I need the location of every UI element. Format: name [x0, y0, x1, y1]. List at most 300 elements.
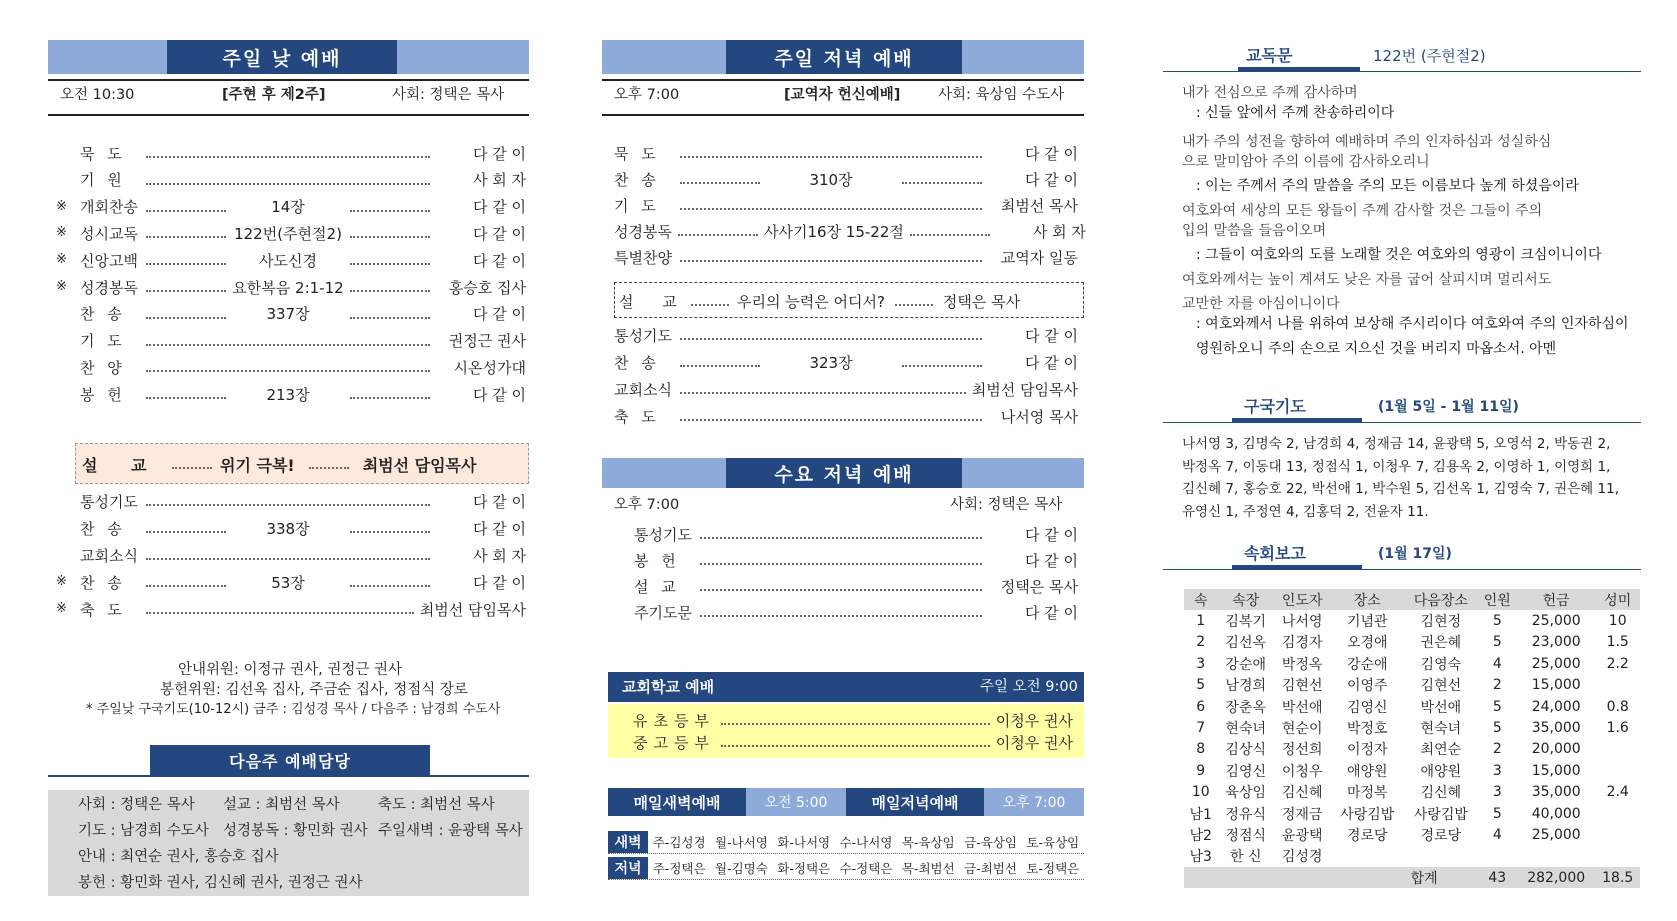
table-cell: 육상임 [1225, 785, 1266, 802]
table-cell: 10 [1608, 613, 1627, 630]
table-cell: 9 [1196, 762, 1206, 779]
table-cell: 이정자 [1346, 742, 1388, 759]
school-row-value: 이청우 권사 [995, 711, 1073, 730]
order-item-label: 설 교 [634, 577, 680, 596]
next-week-title: 다음주 예배담당 [150, 745, 430, 775]
table-cell: 남경희 [1225, 678, 1266, 695]
order-item-label: 교회소식 [614, 380, 672, 399]
divider [1163, 71, 1641, 72]
order-item-leader: 다 같 이 [472, 305, 526, 324]
divider [1163, 422, 1641, 423]
next-row: 성경봉독 : 황민화 권사 [223, 823, 368, 839]
total-rice: 18.5 [1602, 869, 1634, 886]
table-cell: 35,000 [1531, 784, 1581, 801]
table-cell: 강순애 [1225, 656, 1266, 673]
table-cell: 현숙녀 [1225, 721, 1266, 738]
table-cell [1595, 824, 1640, 845]
order-item-detail: 사도신경 [259, 251, 317, 270]
order-item [614, 406, 1078, 426]
table-cell: 15,000 [1531, 762, 1581, 779]
order-item [614, 325, 1078, 345]
table-cell: 김영신 [1225, 763, 1266, 780]
table-cell: 김영신 [1346, 699, 1388, 716]
order-item-leader: 다 같 이 [1024, 170, 1078, 189]
table-cell: 김복기 [1225, 614, 1266, 631]
table-cell: 5 [1492, 805, 1502, 822]
table-row [1184, 760, 1640, 781]
schedule-row-label: 저녁 [608, 857, 648, 879]
order-item-label: 성시교독 [80, 224, 138, 243]
order-item-leader: 권정근 권사 [448, 332, 526, 351]
divider [602, 114, 1084, 116]
table-header-cell: 다음장소 [1404, 589, 1478, 610]
table-cell: 경로당 [1420, 827, 1462, 844]
table-header-cell: 인도자 [1274, 589, 1330, 610]
order-item-label: 개회찬송 [80, 198, 138, 217]
table-cell: 5 [1492, 720, 1502, 737]
prayer-line: 유영신 1, 주정연 4, 김홍덕 2, 전윤자 11. [1182, 503, 1429, 520]
table-cell [1595, 760, 1640, 781]
order-item-leader: 사 회 자 [1032, 222, 1086, 241]
next-week-box [48, 790, 529, 896]
table-cell: 사랑김밥 [1413, 806, 1468, 823]
table-cell: 권은혜 [1420, 635, 1462, 652]
evening-title: 매일저녁예배 [846, 788, 984, 816]
table-cell: 김영숙 [1420, 656, 1462, 673]
schedule-day: 화-나서영 [777, 834, 831, 850]
table-cell: 정유식 [1225, 806, 1266, 823]
table-header-cell: 헌금 [1517, 589, 1595, 610]
table-cell: 박선애 [1281, 699, 1323, 716]
table-cell [1404, 846, 1478, 867]
col1-sermon-box [75, 443, 529, 484]
next-row: 기도 : 남경희 수도사 [78, 823, 209, 839]
table-row [1184, 739, 1640, 760]
required-stand-icon: ※ [56, 225, 67, 241]
table-header-cell: 속 [1184, 589, 1217, 610]
order-item-leader: 교역자 일동 [1000, 248, 1078, 267]
order-item-leader: 정택은 목사 [1000, 577, 1078, 596]
order-item [80, 491, 526, 511]
order-item-detail: 310장 [809, 170, 853, 189]
table-cell [1595, 675, 1640, 696]
order-item [614, 247, 1078, 267]
school-title: 교회학교 예배 [622, 678, 715, 696]
schedule-day: 월-김명숙 [715, 860, 768, 876]
required-stand-icon: ※ [56, 279, 67, 294]
next-row: 축도 : 최범선 목사 [378, 797, 495, 813]
order-item-label: 찬 송 [80, 573, 126, 592]
table-cell: 5 [1196, 677, 1206, 694]
order-item-leader: 최범선 목사 [1000, 196, 1078, 215]
table-cell: 최연순 [1420, 742, 1462, 759]
table-row [1184, 696, 1640, 717]
order-item-leader: 다 같 이 [472, 198, 526, 217]
order-item [80, 599, 526, 619]
order-item-detail: 53장 [271, 573, 305, 592]
table-cell: 2 [1492, 741, 1502, 758]
table-cell: 기념관 [1346, 614, 1388, 631]
school-box [608, 704, 1084, 758]
divider [48, 114, 529, 116]
evening-time: 오후 7:00 [984, 788, 1084, 816]
order-item-leader: 다 같 이 [1024, 525, 1078, 544]
table-cell: 한 신 [1229, 849, 1262, 866]
table-cell: 3 [1492, 784, 1502, 801]
table-header-cell: 속장 [1217, 589, 1273, 610]
order-item [80, 197, 526, 217]
order-item [80, 384, 526, 404]
order-item-label: 통성기도 [80, 492, 138, 511]
school-time: 주일 오전 9:00 [980, 679, 1078, 695]
table-cell: 김상식 [1225, 742, 1266, 759]
order-item [80, 518, 526, 538]
schedule-day: 수-정택은 [839, 860, 893, 876]
table-cell: 박정호 [1346, 721, 1388, 738]
table-cell: 20,000 [1531, 741, 1581, 758]
order-item-label: 주기도문 [634, 603, 692, 622]
table-cell: 현순이 [1281, 721, 1323, 738]
table-cell: 이영주 [1346, 678, 1388, 695]
order-item-leader: 다 같 이 [472, 224, 526, 243]
order-item-label: 축 도 [614, 407, 660, 426]
table-cell: 24,000 [1531, 698, 1581, 715]
table-cell: 애양원 [1346, 763, 1388, 780]
order-item-label: 성경봉독 [614, 222, 672, 241]
order-item [634, 550, 1078, 570]
order-item-label: 찬 양 [80, 358, 126, 377]
table-total-row [1184, 867, 1640, 888]
table-cell: 4 [1492, 655, 1502, 672]
order-item-label: 성경봉독 [80, 278, 138, 297]
reading-title: 교독문 [1246, 46, 1293, 65]
order-item-leader: 다 같 이 [1024, 144, 1078, 163]
table-cell: 15,000 [1531, 677, 1581, 694]
table-row [1184, 824, 1640, 845]
table-cell: 정선희 [1281, 742, 1323, 759]
prayer-line: 박정옥 7, 이동대 13, 정점식 1, 이청우 7, 김용옥 2, 이영하 1, 이영희 1, [1182, 458, 1611, 475]
table-header-cell: 장소 [1330, 589, 1404, 610]
next-row: 안내 : 최연순 권사, 홍승호 집사 [78, 849, 279, 865]
table-cell: 1 [1196, 613, 1206, 630]
sermon-preacher: 최범선 담임목사 [362, 455, 477, 475]
order-item [80, 357, 526, 377]
table-row [1184, 632, 1640, 653]
dawn-time: 오전 5:00 [746, 788, 846, 816]
table-cell [1595, 803, 1640, 824]
table-cell: 오경애 [1346, 635, 1388, 652]
table-cell: 이청우 [1281, 763, 1323, 780]
order-item [80, 304, 526, 324]
order-item [614, 169, 1078, 189]
wed-leader: 사회: 정택은 목사 [950, 497, 1063, 513]
required-stand-icon: ※ [56, 252, 67, 268]
col2-sermon-box [614, 282, 1084, 318]
table-cell: 김신혜 [1281, 785, 1323, 802]
reading-line: 내가 전심으로 주께 감사하며 [1182, 85, 1358, 101]
total-count: 43 [1488, 869, 1507, 886]
table-cell: 0.8 [1606, 698, 1629, 715]
table-cell: 35,000 [1531, 720, 1581, 737]
divider [48, 775, 529, 777]
reading-line: 영원하오니 주의 손으로 지으신 것을 버리지 마옵소서. 아멘 [1196, 341, 1557, 357]
table-cell: 정점식 [1225, 827, 1266, 844]
order-item-detail: 213장 [266, 385, 310, 404]
col1-leader: 사회: 정택은 목사 [392, 87, 505, 103]
table-cell: 애양원 [1420, 763, 1462, 780]
schedule-row-label: 새벽 [608, 831, 648, 853]
order-item-leader: 다 같 이 [472, 519, 526, 538]
order-item-label: 통성기도 [634, 525, 692, 544]
order-item-label: 찬 송 [614, 170, 660, 189]
col1-time: 오전 10:30 [60, 87, 135, 103]
table-cell: 6 [1196, 698, 1206, 715]
order-item [634, 524, 1078, 544]
order-item-leader: 사 회 자 [472, 546, 526, 565]
order-item [80, 572, 526, 592]
order-item [634, 602, 1078, 622]
table-cell: 박정옥 [1281, 656, 1323, 673]
order-item-label: 축 도 [80, 600, 126, 619]
col1-title: 주일 낮 예배 [167, 40, 397, 74]
order-item [80, 223, 526, 243]
order-item-label: 묵 도 [80, 144, 126, 163]
table-cell: 사랑김밥 [1340, 806, 1395, 823]
order-item-leader: 최범선 담임목사 [971, 380, 1078, 399]
order-item [614, 352, 1078, 372]
table-cell: 3 [1492, 762, 1502, 779]
table-cell: 김현정 [1420, 614, 1462, 631]
table-cell [1595, 739, 1640, 760]
col1-subtitle: [주현 후 제2주] [222, 87, 326, 103]
school-banner [608, 672, 1084, 702]
next-row: 사회 : 정택은 목사 [78, 797, 195, 813]
table-cell: 4 [1492, 826, 1502, 843]
schedule-day: 월-나서영 [715, 834, 768, 850]
order-item-detail: 323장 [809, 353, 853, 372]
table-header-cell: 성미 [1595, 589, 1640, 610]
table-cell: 25,000 [1531, 655, 1581, 672]
divider [1163, 569, 1641, 570]
order-item-leader: 시온성가대 [453, 358, 526, 377]
table-cell: 23,000 [1531, 634, 1581, 651]
reading-line: : 신들 앞에서 주께 찬송하리이다 [1196, 105, 1395, 121]
order-item [80, 277, 526, 297]
table-cell: 5 [1492, 613, 1502, 630]
sermon-label: 설 교 [82, 455, 161, 475]
next-row: 봉헌 : 황민화 권사, 김신혜 권사, 권정근 권사 [78, 875, 363, 891]
order-item-detail: 사사기16장 15-22절 [763, 222, 904, 241]
order-item-label: 묵 도 [614, 144, 660, 163]
table-cell: 25,000 [1531, 613, 1581, 630]
table-cell [1517, 846, 1595, 867]
wed-time: 오후 7:00 [614, 497, 680, 513]
order-item-leader: 다 같 이 [472, 144, 526, 163]
col2-subtitle: [교역자 헌신예배] [784, 87, 901, 103]
table-cell: 강순애 [1346, 656, 1388, 673]
order-item-label: 찬 송 [614, 353, 660, 372]
next-row: 주일새벽 : 윤광택 목사 [378, 823, 523, 839]
table-cell: 김신혜 [1420, 785, 1462, 802]
table-cell: 김선옥 [1225, 635, 1266, 652]
table-row [1184, 782, 1640, 803]
order-item [80, 250, 526, 270]
divider [48, 79, 529, 81]
table-cell: 현숙녀 [1420, 721, 1462, 738]
table-cell: 나서영 [1281, 614, 1323, 631]
table-cell: 7 [1196, 720, 1206, 737]
reading-line: 내가 주의 성전을 향하여 예배하며 주의 인자하심과 성실하심 [1182, 134, 1552, 150]
table-cell: 1.5 [1606, 634, 1629, 651]
order-item [614, 379, 1078, 399]
order-item-leader: 다 같 이 [1024, 551, 1078, 570]
order-item-detail: 14장 [271, 198, 305, 217]
table-cell: 2.4 [1606, 784, 1629, 801]
table-cell: 김현선 [1420, 678, 1462, 695]
schedule-day: 토-정택은 [1026, 860, 1080, 876]
table-cell [1478, 846, 1517, 867]
table-cell: 김현선 [1281, 678, 1323, 695]
order-item-label: 찬 송 [80, 305, 126, 324]
table-cell: 윤광택 [1281, 827, 1323, 844]
prayer-line: 김신혜 7, 홍승호 22, 박선애 1, 박수원 5, 김선옥 1, 김영숙 7, 권은혜 11, [1182, 481, 1619, 497]
table-cell [1330, 846, 1404, 867]
table-cell: 40,000 [1531, 805, 1581, 822]
required-stand-icon: ※ [56, 574, 67, 589]
usher-note: 안내위원: 이정규 권사, 권정근 권사 [178, 662, 403, 678]
table-cell: 김성경 [1281, 849, 1323, 866]
reading-ref: 122번 (주현절2) [1373, 47, 1486, 65]
order-item-leader: 다 같 이 [1024, 353, 1078, 372]
order-item-label: 봉 헌 [634, 551, 680, 570]
table-cell: 남2 [1189, 827, 1212, 844]
report-title: 속회보고 [1244, 544, 1306, 563]
divider [602, 79, 1084, 81]
order-item-label: 신앙고백 [80, 251, 138, 270]
table-row [1184, 846, 1640, 867]
table-row [1184, 610, 1640, 631]
order-item-leader: 사 회 자 [472, 171, 526, 190]
table-cell: 김경자 [1281, 635, 1323, 652]
table-cell: 2 [1196, 634, 1206, 651]
reading-line: 교만한 자를 아심이니이다 [1182, 296, 1340, 312]
schedule-day: 주-정택은 [652, 860, 706, 876]
order-item-label: 기 원 [80, 171, 126, 190]
reading-line: 으로 말미암아 주의 이름에 감사하오리니 [1182, 154, 1430, 170]
sermon-label: 설 교 [619, 292, 689, 311]
table-cell: 5 [1492, 698, 1502, 715]
order-item [80, 545, 526, 565]
reading-line: 입의 말씀을 들음이오며 [1182, 223, 1327, 239]
order-item-detail: 338장 [266, 519, 310, 538]
order-item-leader: 최범선 담임목사 [419, 600, 526, 619]
order-item-label: 기 도 [80, 332, 126, 351]
col2-title: 주일 저녁 예배 [726, 40, 962, 74]
schedule-day: 토-육상임 [1026, 834, 1080, 850]
table-cell: 장춘옥 [1225, 699, 1266, 716]
order-item-leader: 나서영 목사 [1000, 407, 1078, 426]
schedule-row [608, 830, 1084, 854]
schedule-day: 목-최범선 [901, 860, 955, 876]
table-row [1184, 717, 1640, 738]
col2-time: 오후 7:00 [614, 87, 680, 103]
order-item-leader: 다 같 이 [1024, 603, 1078, 622]
order-item-detail: 337장 [266, 305, 310, 324]
total-offering: 282,000 [1527, 869, 1586, 886]
order-item-label: 봉 헌 [80, 385, 126, 404]
schedule-day: 주-김성경 [652, 834, 706, 850]
wed-title: 수요 저녁 예배 [726, 458, 962, 488]
required-stand-icon: ※ [56, 198, 67, 214]
school-row-label: 유초등부 [633, 711, 715, 730]
table-cell: 박선애 [1420, 699, 1462, 716]
table-cell: 3 [1196, 655, 1206, 672]
table-row [1184, 653, 1640, 674]
order-item-leader: 다 같 이 [472, 385, 526, 404]
schedule-day: 금-최범선 [964, 860, 1017, 876]
order-item [80, 170, 526, 190]
sermon-preacher: 정택은 목사 [942, 292, 1021, 311]
schedule-day: 금-육상임 [964, 834, 1017, 850]
order-item-detail: 요한복음 2:1-12 [232, 278, 344, 297]
order-item-leader: 다 같 이 [472, 251, 526, 270]
order-item-label: 통성기도 [614, 326, 672, 345]
order-item-leader: 다 같 이 [472, 573, 526, 592]
table-cell: 10 [1191, 784, 1210, 801]
reading-line: 여호와여 세상의 모든 왕들이 주께 감사할 것은 그들이 주의 [1182, 203, 1543, 219]
table-cell: 2 [1492, 677, 1502, 694]
table-cell: 정재금 [1281, 806, 1323, 823]
order-item [80, 331, 526, 351]
reading-line: : 이는 주께서 주의 말씀을 주의 모든 이름보다 높게 하셨음이라 [1196, 178, 1579, 194]
table-cell: 2.2 [1606, 655, 1629, 672]
order-item-label: 찬 송 [80, 519, 126, 538]
reading-line: : 여호와께서 나를 위하여 보상해 주시리이다 여호와여 주의 인자하심이 [1196, 316, 1629, 332]
table-cell: 경로당 [1346, 827, 1388, 844]
offering-note: 봉헌위원: 김선옥 집사, 주금순 집사, 정점식 장로 [160, 682, 468, 698]
order-item-label: 특별찬양 [614, 248, 672, 267]
report-date: (1월 17일) [1378, 546, 1452, 562]
table-cell: 남1 [1189, 806, 1212, 823]
schedule-day: 화-정택은 [777, 860, 831, 876]
table-cell: 1.6 [1606, 720, 1629, 737]
order-item-leader: 홍승호 집사 [448, 278, 526, 297]
sermon-title: 우리의 능력은 어디서? [737, 292, 885, 311]
order-item [614, 143, 1078, 163]
order-item-leader: 다 같 이 [1024, 326, 1078, 345]
order-item [614, 221, 1086, 241]
cell-report-table [1184, 589, 1640, 888]
reading-line: 여호와께서는 높이 계셔도 낮은 자를 굽어 살피시며 멀리서도 [1182, 272, 1552, 288]
required-stand-icon: ※ [56, 601, 67, 616]
order-item-leader: 다 같 이 [472, 492, 526, 511]
order-item-label: 기 도 [614, 196, 660, 215]
prayer-note: * 주일낮 구국기도(10-12시) 금주 : 김성경 목사 / 다음주 : 남경희 수도사 [86, 702, 501, 717]
table-cell: 8 [1196, 741, 1206, 758]
table-cell: 5 [1492, 634, 1502, 651]
school-row-label: 중고등부 [633, 733, 715, 752]
prayer-line: 나서영 3, 김명숙 2, 남경희 4, 정재금 14, 윤광택 5, 오영석 2, 박동권 2, [1182, 436, 1611, 452]
school-row-value: 이청우 권사 [995, 733, 1073, 752]
table-cell: 마정복 [1346, 785, 1388, 802]
table-row [1184, 675, 1640, 696]
table-cell: 25,000 [1531, 826, 1581, 843]
order-item [634, 576, 1078, 596]
dawn-title: 매일새벽예배 [608, 788, 746, 816]
schedule-row [608, 856, 1084, 880]
next-row: 설교 : 최범선 목사 [223, 797, 340, 813]
schedule-day: 목-육상임 [901, 834, 955, 850]
